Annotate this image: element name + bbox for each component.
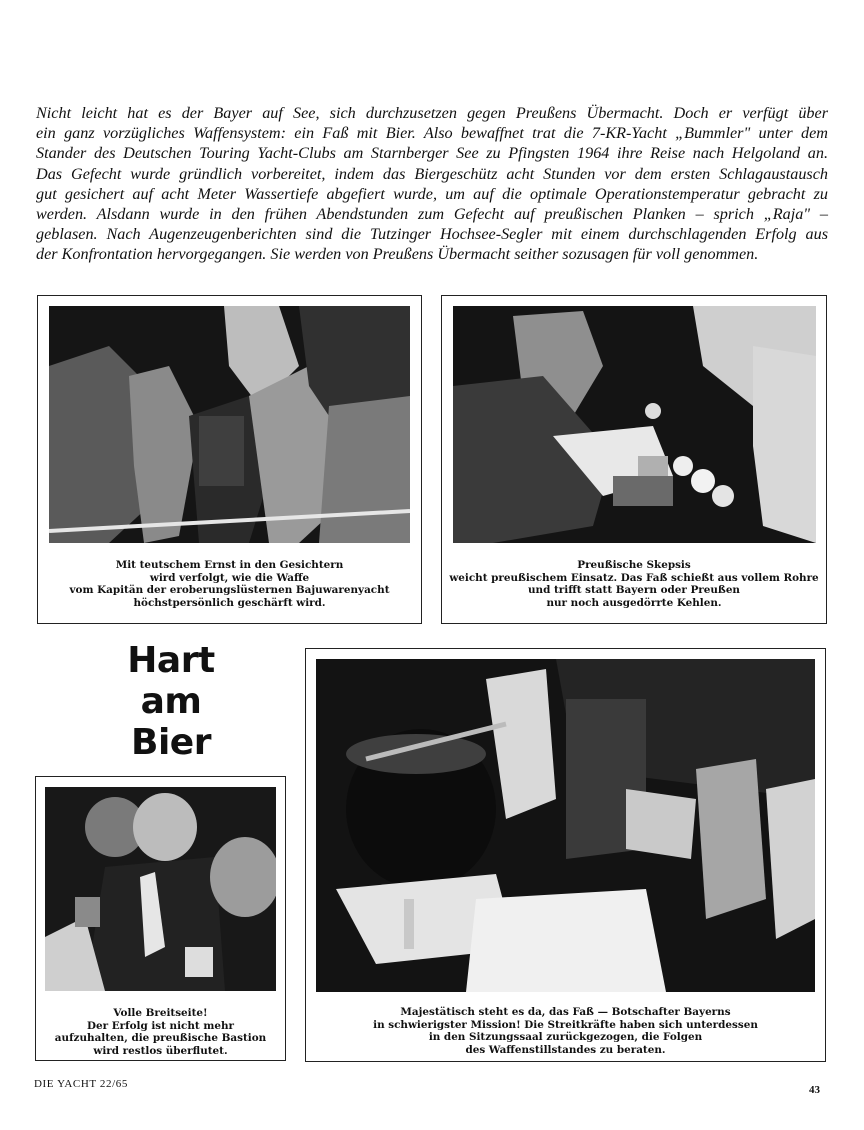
intro-line: gut gesichert auf acht Meter Wassertiefe abgefiert wurde, um auf die optimale Operationstemperatur gebracht zu [36, 184, 828, 203]
intro-line: der Konfrontation hervorgegangen. Sie werden von Preußens Übermacht seither sozusagen für voll genommen. [36, 245, 759, 264]
photo-caption-4 [312, 1006, 819, 1056]
photo-caption-3 [42, 1007, 279, 1057]
article-headline [96, 640, 246, 763]
photo-box-4 [305, 648, 826, 1062]
caption-line: und trifft statt Bayern oder Preußen [528, 584, 740, 597]
caption-line: wird restlos überflutet. [93, 1044, 228, 1057]
photo-beer-keg [316, 659, 815, 992]
caption-line: Preußische Skepsis [577, 559, 691, 571]
intro-line: geblasen. Nach Augenzeugenberichten sind die Tutzinger Hochsee-Segler mit einem durchschlagenden Erfolg aus [36, 225, 828, 244]
magazine-issue: DIE YACHT 22/65 [34, 1078, 128, 1090]
caption-line: des Waffenstillstandes zu beraten. [465, 1043, 666, 1056]
headline-line: Bier [131, 722, 211, 763]
photo-box-1 [37, 295, 422, 624]
intro-line: Das Gefecht wurde gründlich vorbereitet, indem das Biergeschütz acht Stunden vor dem ersten Schlagaustausch [36, 164, 828, 183]
photo-drinking-men [45, 787, 276, 991]
caption-line: aufzuhalten, die preußische Bastion [54, 1032, 267, 1045]
intro-line: werden. Alsdann wurde in den frühen Abendstunden zum Gefecht auf preußischen Planken – sprich „Raja" – [36, 205, 828, 224]
caption-line: wird verfolgt, wie die Waffe [149, 571, 310, 584]
intro-line: Stander des Deutschen Touring Yacht-Clubs am Starnberger See zu Pfingsten 1964 ihre Reise nach Helgoland an. [36, 144, 828, 163]
headline-line: am [140, 681, 202, 722]
caption-line: höchstpersönlich geschärft wird. [133, 596, 326, 609]
photo-box-2 [441, 295, 827, 624]
photo-caption-1 [44, 559, 415, 609]
photo-caption-2 [448, 559, 820, 609]
caption-line: Der Erfolg ist nicht mehr [87, 1019, 234, 1032]
caption-line: Volle Breitseite! [113, 1007, 208, 1019]
page-number: 43 [809, 1084, 820, 1096]
caption-line: Majestätisch steht es da, das Faß — Botschafter Bayerns [400, 1006, 731, 1018]
photo-box-3 [35, 776, 286, 1061]
caption-line: vom Kapitän der eroberungslüsternen Bajuwarenyacht [69, 584, 390, 597]
caption-line: Mit teutschem Ernst in den Gesichtern [115, 559, 344, 571]
intro-paragraph [36, 103, 828, 265]
headline-line: Hart [127, 640, 215, 681]
intro-line: ein ganz vorzügliches Waffensystem: ein Faß mit Bier. Also bewaffnet trat die 7-KR-Yacht „Bummler" unter dem [36, 124, 828, 143]
intro-line: Nicht leicht hat es der Bayer auf See, sich durchzusetzen gegen Preußens Übermacht. Doch er verfügt über [36, 104, 828, 122]
photo-tapping-keg [453, 306, 816, 543]
caption-line: weicht preußischem Einsatz. Das Faß schießt aus vollem Rohre [449, 571, 819, 584]
caption-line: nur noch ausgedörrte Kehlen. [546, 596, 722, 609]
photo-crew-on-deck [49, 306, 410, 543]
caption-line: in schwierigster Mission! Die Streitkräfte haben sich unterdessen [373, 1018, 758, 1031]
caption-line: in den Sitzungssaal zurückgezogen, die Folgen [428, 1031, 703, 1044]
